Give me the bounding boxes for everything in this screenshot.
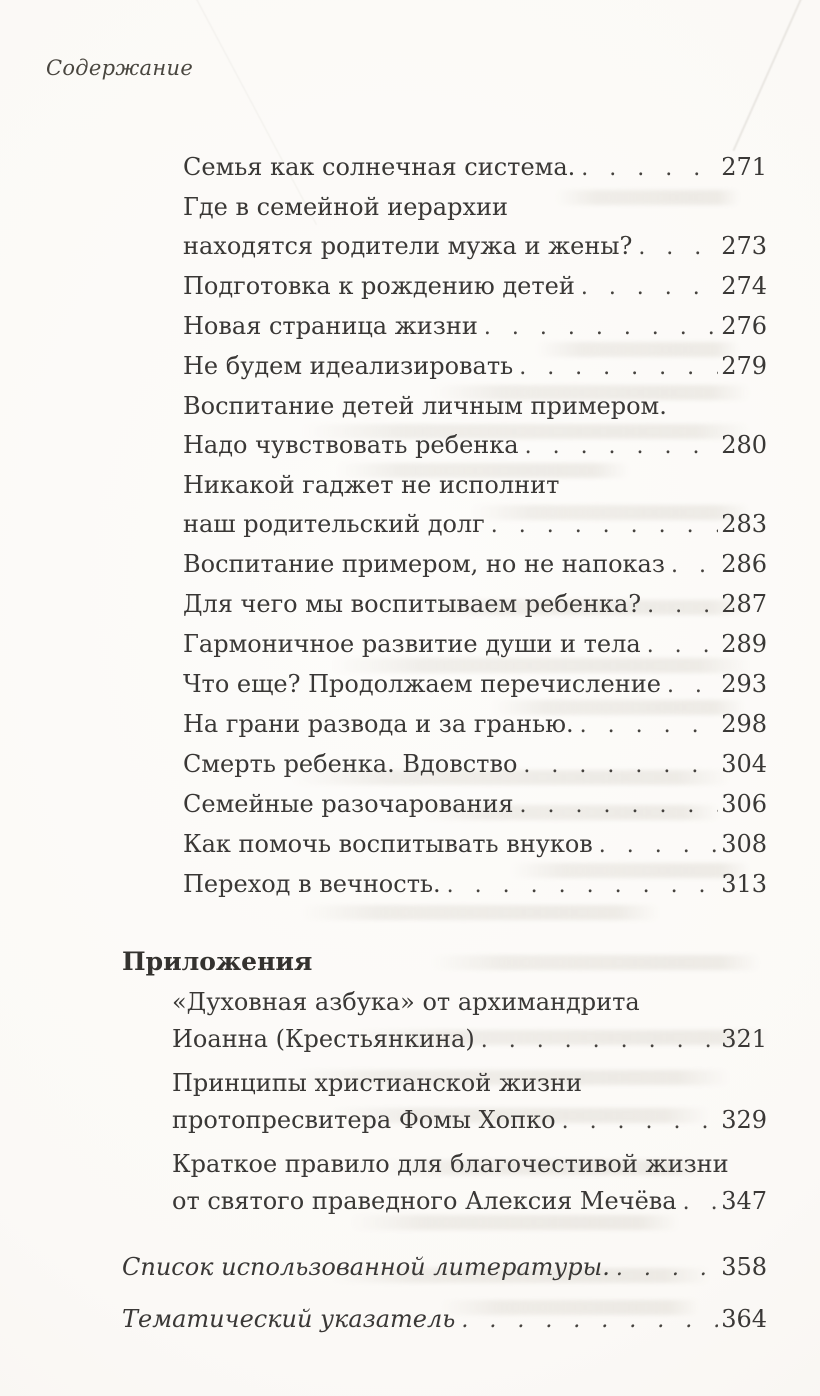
toc-entry-title: Воспитание примером, но не напоказ	[183, 550, 665, 578]
toc-entry-line: Краткое правило для благочестивой жизни	[172, 1150, 729, 1178]
dot-leader	[581, 268, 718, 307]
toc-entry	[122, 307, 767, 347]
toc-entry-title: Переход в вечность.	[183, 870, 441, 898]
toc-page-number: 347	[721, 1187, 767, 1215]
running-header-title: Содержание	[46, 56, 194, 80]
toc-page-number: 289	[721, 630, 767, 658]
dot-leader	[616, 1250, 718, 1288]
toc-appendix	[122, 942, 767, 1221]
toc-page-number: 308	[721, 830, 767, 858]
toc-entry	[122, 1300, 767, 1340]
toc-entry-last-line	[183, 865, 767, 905]
toc-entry	[122, 984, 767, 1059]
dot-leader	[581, 149, 718, 188]
toc-entry-line: Никакой гаджет не исполнит	[183, 471, 560, 499]
toc-entry-last-line	[122, 1300, 767, 1340]
toc-entry-title: Надо чувствовать ребенка	[183, 431, 519, 459]
toc-entry-last-line	[183, 267, 767, 307]
toc-entry-title: Не будем идеализировать	[183, 352, 514, 380]
toc-entry-title: Как помочь воспитывать внуков	[183, 830, 593, 858]
toc-entry-title: находятся родители мужа и жены?	[183, 232, 633, 260]
toc-entry	[122, 148, 767, 188]
dot-leader	[683, 1184, 718, 1221]
toc-entry	[122, 188, 767, 267]
toc-entry-line: Принципы христианской жизни	[172, 1069, 583, 1097]
dot-leader	[523, 746, 718, 785]
toc-backmatter-section	[122, 1248, 767, 1340]
toc-page-number: 283	[721, 510, 767, 538]
toc-page-number: 280	[721, 431, 767, 459]
toc-entry	[122, 825, 767, 865]
dot-leader	[461, 1302, 718, 1340]
dot-leader	[484, 308, 718, 347]
toc-entry-title: Что еще? Продолжаем перечисление	[183, 670, 661, 698]
toc-entry	[122, 585, 767, 625]
dot-leader	[647, 626, 718, 665]
toc-entry-last-line	[183, 705, 767, 745]
toc-entry	[122, 1065, 767, 1140]
toc-page-number: 274	[721, 272, 767, 300]
toc-entry-last-line	[122, 1248, 767, 1288]
toc-entry-last-line	[172, 1021, 767, 1059]
appendix-heading: Приложения	[122, 947, 313, 976]
toc-entry-title: Иоанна (Крестьянкина)	[172, 1025, 475, 1053]
toc-entry	[122, 387, 767, 466]
dot-leader	[491, 506, 718, 545]
toc-entry-last-line	[183, 785, 767, 825]
toc-entry-title: Семейные разочарования	[183, 790, 514, 818]
toc-page-number: 279	[721, 352, 767, 380]
toc-entry-last-line	[183, 505, 767, 545]
toc-page-number: 306	[721, 790, 767, 818]
toc-entry-last-line	[172, 1102, 767, 1140]
toc-entry-title: наш родительский долг	[183, 510, 485, 538]
toc-entry	[122, 625, 767, 665]
toc-page-number: 286	[721, 550, 767, 578]
toc-entry	[122, 347, 767, 387]
toc-entry-line: Где в семейной иерархии	[183, 193, 508, 221]
toc-entry	[122, 665, 767, 705]
toc-entry-last-line	[183, 426, 767, 466]
toc-entry-title: Тематический указатель	[122, 1305, 456, 1333]
toc-entry-last-line	[183, 665, 767, 705]
scan-crease	[732, 0, 803, 151]
toc-page-number: 304	[721, 750, 767, 778]
toc-page-number: 358	[721, 1253, 767, 1281]
toc-entry-title: Подготовка к рождению детей	[183, 272, 575, 300]
dot-leader	[647, 586, 718, 625]
dot-leader	[562, 1103, 718, 1140]
toc-page-number: 276	[721, 312, 767, 340]
toc-page-number: 329	[721, 1106, 767, 1134]
toc-entry	[122, 785, 767, 825]
toc-entry	[122, 267, 767, 307]
toc-entry	[122, 865, 767, 905]
toc-entry-line: «Духовная азбука» от архимандрита	[172, 988, 640, 1016]
dot-leader	[447, 866, 718, 905]
toc-entry	[122, 1248, 767, 1288]
dot-leader	[525, 427, 718, 466]
toc-entry-title: Новая страница жизни	[183, 312, 478, 340]
toc-entry-last-line	[183, 347, 767, 387]
toc-main-section	[122, 148, 767, 905]
toc-entry	[122, 1146, 767, 1221]
dot-leader	[519, 348, 718, 387]
toc-entry-title: Семья как солнечная система.	[183, 153, 576, 181]
toc-content	[122, 148, 767, 1352]
toc-page-number: 271	[721, 153, 767, 181]
dot-leader	[520, 786, 718, 825]
dot-leader	[599, 826, 718, 865]
toc-entry	[122, 545, 767, 585]
toc-entry-title: Для чего мы воспитываем ребенка?	[183, 590, 642, 618]
toc-entry-last-line	[183, 745, 767, 785]
toc-entry-last-line	[183, 148, 767, 188]
toc-page-number: 321	[721, 1025, 767, 1053]
toc-entry-last-line	[183, 545, 767, 585]
dot-leader	[667, 666, 718, 705]
toc-page-number: 364	[721, 1305, 767, 1333]
toc-entry-title: Список использованной литературы.	[122, 1253, 610, 1281]
toc-entry-title: Смерть ребенка. Вдовство	[183, 750, 518, 778]
toc-entry-last-line	[183, 307, 767, 347]
dot-leader	[638, 228, 718, 267]
toc-page-number: 287	[721, 590, 767, 618]
toc-page-number: 293	[721, 670, 767, 698]
toc-entry-last-line	[183, 825, 767, 865]
toc-entry-title: протопресвитера Фомы Хопко	[172, 1106, 556, 1134]
toc-page-number: 273	[721, 232, 767, 260]
dot-leader	[671, 546, 718, 585]
toc-entry	[122, 466, 767, 545]
toc-page-number: 298	[721, 710, 767, 738]
toc-entry-last-line	[183, 585, 767, 625]
toc-entry-title: Гармоничное развитие души и тела	[183, 630, 641, 658]
toc-entry-line: Воспитание детей личным примером.	[183, 392, 667, 420]
toc-entry	[122, 745, 767, 785]
dot-leader	[481, 1022, 718, 1059]
toc-entry-last-line	[183, 625, 767, 665]
toc-entry	[122, 705, 767, 745]
toc-entry-last-line	[183, 227, 767, 267]
dot-leader	[580, 706, 718, 745]
toc-entry-title: от святого праведного Алексия Мечёва	[172, 1187, 677, 1215]
toc-entry-last-line	[172, 1183, 767, 1221]
toc-page-number: 313	[721, 870, 767, 898]
toc-entry-title: На грани развода и за гранью.	[183, 710, 574, 738]
toc-appendix-section	[122, 984, 767, 1221]
